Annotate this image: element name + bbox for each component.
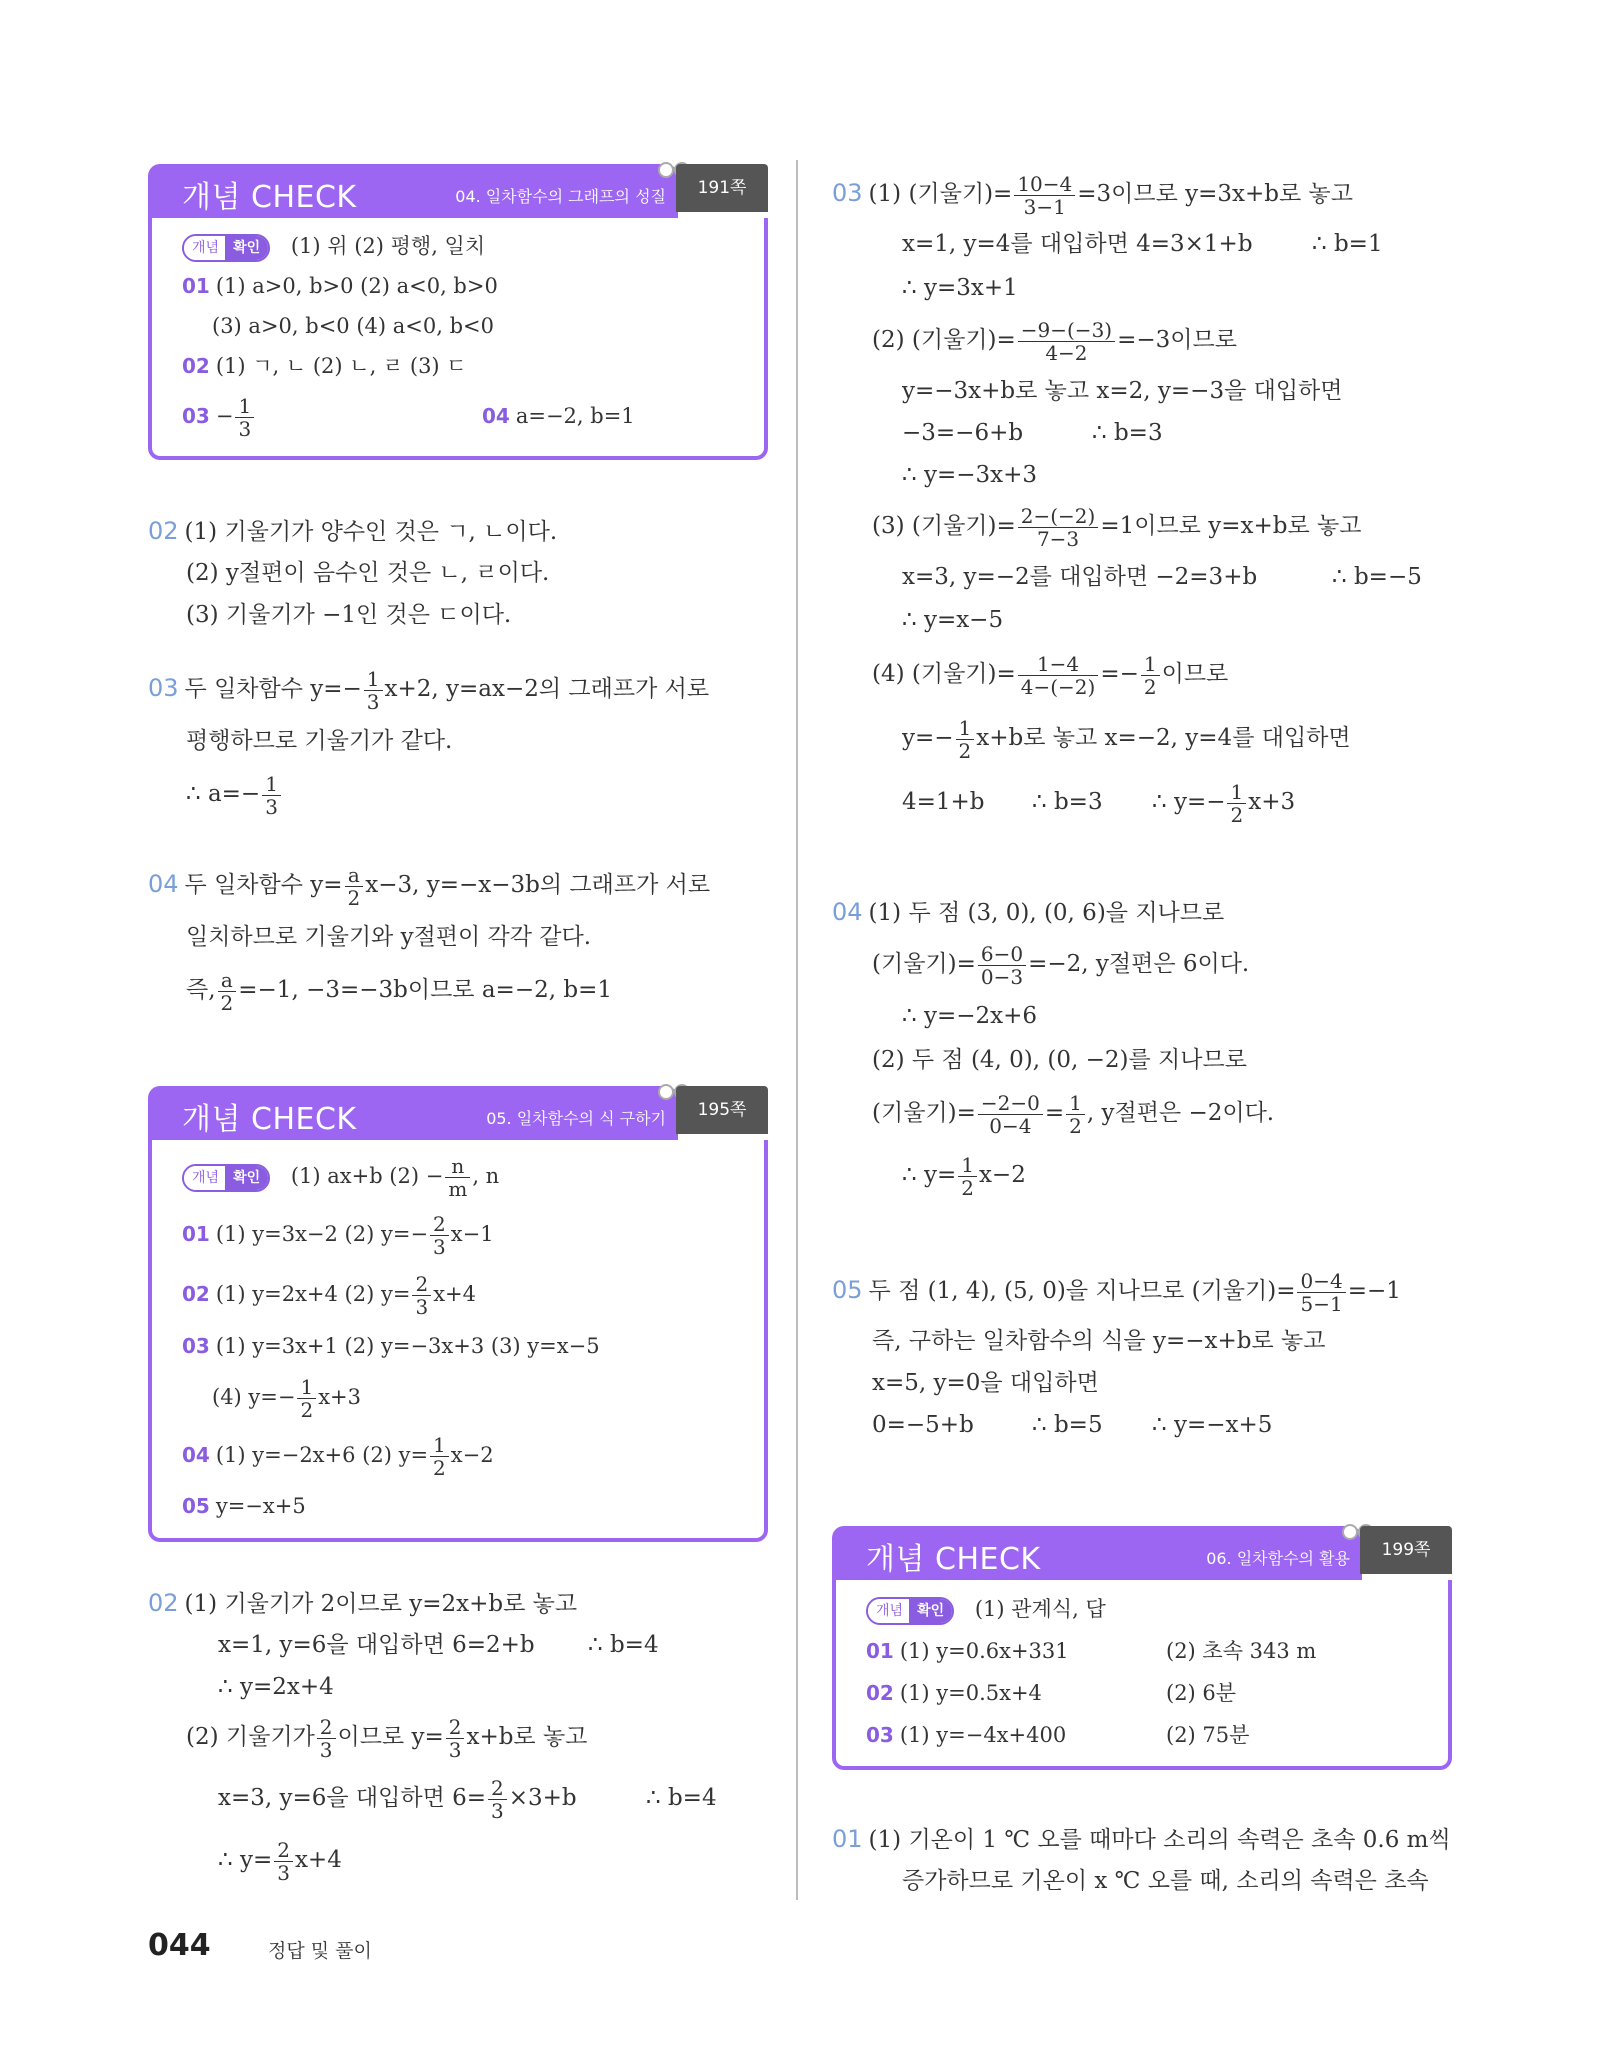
solution-text: 두 일차함수 y=	[184, 872, 343, 898]
problem-number: 04	[148, 870, 179, 898]
fraction: $\frac{2}{3}$	[488, 1777, 507, 1822]
fraction: $\frac{10-4}{3-1}$	[1014, 173, 1075, 218]
solution-text: 이므로 y=	[337, 1724, 444, 1750]
answer-text: y=−x+5	[215, 1494, 306, 1518]
solution-block-2	[148, 660, 768, 822]
solution-text: ×3+b	[508, 1785, 577, 1811]
item-number: 01	[182, 1222, 210, 1246]
solution-text: =	[1044, 1100, 1065, 1126]
fraction: $\frac{1}{3}$	[262, 773, 281, 818]
solution-text: 4=1+b	[902, 789, 985, 815]
fraction: $\frac{2-(-2)}{7-3}$	[1018, 505, 1099, 550]
fraction: $\frac{1}{2}$	[430, 1434, 449, 1479]
fraction: $\frac{2}{3}$	[412, 1273, 431, 1318]
check-body	[832, 1580, 1452, 1770]
solution-text: , y절편은 −2이다.	[1086, 1100, 1275, 1126]
answer-text: (1) y=0.6x+331	[899, 1639, 1069, 1663]
solution-text: x=3, y=−2를 대입하면 −2=3+b	[902, 564, 1258, 590]
solution-text: 두 점 (1, 4), (5, 0)을 지나므로 (기울기)=	[868, 1278, 1296, 1304]
fraction: $\frac{-2-0}{0-4}$	[978, 1092, 1043, 1137]
solution-text: (2) 기울기가	[186, 1724, 315, 1750]
item-number: 01	[866, 1639, 894, 1663]
answer-text: (1) a>0, b>0 (2) a<0, b>0	[215, 274, 498, 298]
solution-text: 이므로	[1161, 661, 1229, 687]
page-reference: 199쪽	[1360, 1526, 1452, 1574]
confirm-answer: (1) 관계식, 답	[974, 1597, 1106, 1621]
solution-text: =−1	[1347, 1278, 1401, 1304]
answer-text: (3) a>0, b<0 (4) a<0, b<0	[212, 314, 494, 338]
fraction: $\frac{1}{2}$	[1227, 781, 1246, 826]
problem-number: 02	[148, 517, 179, 545]
solution-text: =−1, −3=−3b이므로 a=−2, b=1	[238, 977, 612, 1003]
solution-text: ∴ y=	[902, 1162, 957, 1188]
fraction: $\frac{6-0}{0-3}$	[978, 943, 1026, 988]
confirm-answer: (1) 위 (2) 평행, 일치	[290, 234, 486, 258]
answer-text: x+3	[318, 1385, 362, 1409]
page-reference: 191쪽	[676, 164, 768, 212]
solution-text: ∴ b=3	[1032, 789, 1103, 815]
problem-number: 04	[832, 898, 863, 926]
check-body	[148, 1140, 768, 1542]
solution-text: (1) 두 점 (3, 0), (0, 6)을 지나므로	[868, 900, 1225, 926]
solution-block-3	[148, 856, 768, 1018]
solution-text: ∴ b=5	[1032, 1412, 1103, 1438]
item-number: 03	[182, 404, 210, 428]
solution-text: ∴ y=−2x+6	[902, 1003, 1037, 1029]
check-subtitle: 04. 일차함수의 그래프의 성질	[455, 187, 666, 206]
solution-text: ∴ y=−x+5	[1152, 1412, 1273, 1438]
problem-number: 02	[148, 1589, 179, 1617]
item-number: 05	[182, 1494, 210, 1518]
fraction: $\frac{1}{3}$	[235, 395, 254, 440]
answer-text: (1) ㄱ, ㄴ (2) ㄴ, ㄹ (3) ㄷ	[215, 354, 467, 378]
answer-text: (2) 6분	[1166, 1681, 1237, 1705]
solution-text: ∴ y=	[218, 1847, 273, 1873]
solution-text: x+4	[294, 1847, 342, 1873]
check-title: 개념 CHECK	[182, 180, 357, 215]
fraction: $\frac{2}{3}$	[317, 1716, 336, 1761]
solution-block-5	[832, 164, 1452, 834]
answer-text: (1) y=3x+1 (2) y=−3x+3 (3) y=x−5	[215, 1334, 600, 1358]
solution-text: 즉,	[186, 977, 216, 1003]
solution-text: (기울기)=	[872, 1100, 976, 1126]
problem-number: 05	[832, 1276, 863, 1304]
concept-check-box-1	[148, 164, 768, 460]
solution-text: 즉, 구하는 일차함수의 식을 y=−x+b로 놓고	[872, 1328, 1326, 1354]
solution-block-1	[148, 510, 768, 636]
solution-block-8	[832, 1818, 1452, 1902]
solution-block-4	[148, 1582, 768, 1890]
item-number: 02	[182, 354, 210, 378]
fraction: $\frac{1}{2}$	[297, 1376, 316, 1421]
solution-text: 0=−5+b	[872, 1412, 974, 1438]
fraction: $\frac{1}{2}$	[1066, 1092, 1085, 1137]
item-number: 03	[182, 1334, 210, 1358]
fraction: $\frac{a}{2}$	[218, 969, 237, 1014]
solution-text: ∴ b=4	[646, 1785, 717, 1811]
check-header	[148, 164, 678, 218]
answer-text: (1) y=3x−2 (2) y=−	[215, 1222, 429, 1246]
column-divider	[796, 160, 798, 1900]
concept-confirm-badge: 개념 확인	[182, 234, 270, 262]
solution-text: (2) (기울기)=	[872, 327, 1016, 353]
fraction: $\frac{2}{3}$	[446, 1716, 465, 1761]
fraction: $\frac{1}{2}$	[958, 1154, 977, 1199]
answer-text: x−1	[450, 1222, 494, 1246]
fraction: $\frac{1}{3}$	[364, 668, 383, 713]
solution-text: 증가하므로 기온이 x ℃ 오를 때, 소리의 속력은 초속	[902, 1868, 1429, 1894]
answer-text: (1) y=2x+4 (2) y=	[215, 1282, 411, 1306]
answer-text: x−2	[450, 1443, 494, 1467]
solution-text: ∴ b=−5	[1332, 564, 1422, 590]
solution-block-6	[832, 890, 1452, 1206]
answer-text: (1) y=−2x+6 (2) y=	[215, 1443, 429, 1467]
page-reference: 195쪽	[676, 1086, 768, 1134]
solution-text: x−2	[978, 1162, 1026, 1188]
fraction: $\frac{1}{2}$	[956, 717, 975, 762]
answer-text: (2) 75분	[1166, 1723, 1250, 1747]
solution-text: (1) 기울기가 2이므로 y=2x+b로 놓고	[184, 1591, 578, 1617]
check-header	[148, 1086, 678, 1140]
item-number: 02	[182, 1282, 210, 1306]
solution-text: ∴ y=−	[1152, 789, 1226, 815]
solution-text: (기울기)=	[872, 951, 976, 977]
concept-confirm-badge: 개념 확인	[182, 1164, 270, 1192]
answer-text: a=−2, b=1	[515, 404, 635, 428]
fraction: $\frac{1}{2}$	[1141, 653, 1160, 698]
confirm-answer: (1) ax+b (2) −	[290, 1164, 444, 1188]
solution-block-7	[832, 1260, 1452, 1446]
answer-text: (1) y=0.5x+4	[899, 1681, 1042, 1705]
solution-text: x+2, y=ax−2의 그래프가 서로	[384, 676, 710, 702]
solution-text: (1) 기온이 1 ℃ 오를 때마다 소리의 속력은 초속 0.6 m씩	[868, 1827, 1451, 1853]
solution-text: 일치하므로 기울기와 y절편이 각각 같다.	[186, 924, 592, 950]
fraction: $\frac{n}{m}$	[445, 1155, 470, 1200]
page-number: 044	[148, 1928, 211, 1963]
solution-text: x+3	[1248, 789, 1296, 815]
solution-text: =−2, y절편은 6이다.	[1028, 951, 1250, 977]
check-subtitle: 06. 일차함수의 활용	[1206, 1549, 1350, 1568]
solution-text: y=−	[902, 725, 954, 751]
solution-text: =−	[1100, 661, 1139, 687]
solution-text: y=−3x+b로 놓고 x=2, y=−3을 대입하면	[902, 378, 1343, 404]
item-number: 04	[482, 404, 510, 428]
solution-text: =1이므로 y=x+b로 놓고	[1100, 513, 1362, 539]
solution-text: x=3, y=6을 대입하면 6=	[218, 1785, 487, 1811]
solution-text: (3) (기울기)=	[872, 513, 1016, 539]
solution-text: −3=−6+b	[902, 420, 1024, 446]
solution-text: x=1, y=6을 대입하면 6=2+b	[218, 1632, 535, 1658]
solution-text: ∴ y=2x+4	[218, 1674, 334, 1700]
answer-text: (1) y=−4x+400	[899, 1723, 1067, 1747]
solution-text: ∴ y=3x+1	[902, 275, 1018, 301]
solution-text: 두 일차함수 y=−	[184, 676, 362, 702]
fraction: $\frac{2}{3}$	[274, 1839, 293, 1884]
solution-text: =−3이므로	[1117, 327, 1237, 353]
problem-number: 03	[148, 674, 179, 702]
solution-text: x=1, y=4를 대입하면 4=3×1+b	[902, 231, 1253, 257]
solution-text: ∴ b=4	[588, 1632, 659, 1658]
problem-number: 03	[832, 179, 863, 207]
check-title: 개념 CHECK	[182, 1102, 357, 1137]
item-number: 03	[866, 1723, 894, 1747]
fraction: $\frac{a}{2}$	[345, 864, 364, 909]
solution-text: x=5, y=0을 대입하면	[872, 1370, 1099, 1396]
problem-number: 01	[832, 1825, 863, 1853]
solution-text: ∴ a=−	[186, 781, 261, 807]
answer-text: (2) 초속 343 m	[1166, 1639, 1317, 1663]
solution-text: (2) y절편이 음수인 것은 ㄴ, ㄹ이다.	[186, 560, 550, 586]
solution-text: (1) (기울기)=	[868, 181, 1013, 207]
concept-check-box-3	[832, 1526, 1452, 1770]
concept-check-box-2	[148, 1086, 768, 1542]
item-number: 04	[182, 1443, 210, 1467]
solution-text: (4) (기울기)=	[872, 661, 1016, 687]
confirm-answer: , n	[472, 1164, 500, 1188]
check-subtitle: 05. 일차함수의 식 구하기	[486, 1109, 666, 1128]
solution-text: ∴ b=3	[1092, 420, 1163, 446]
fraction: $\frac{-9-(-3)}{4-2}$	[1018, 319, 1115, 364]
solution-text: (3) 기울기가 −1인 것은 ㄷ이다.	[186, 602, 512, 628]
solution-text: ∴ y=x−5	[902, 607, 1004, 633]
item-number: 02	[866, 1681, 894, 1705]
solution-text: x−3, y=−x−3b의 그래프가 서로	[365, 872, 711, 898]
check-body	[148, 218, 768, 460]
concept-confirm-badge: 개념 확인	[866, 1597, 954, 1625]
solution-text: (2) 두 점 (4, 0), (0, −2)를 지나므로	[872, 1047, 1247, 1073]
solution-text: x+b로 놓고 x=−2, y=4를 대입하면	[976, 725, 1351, 751]
fraction: $\frac{2}{3}$	[430, 1213, 449, 1258]
check-title: 개념 CHECK	[866, 1542, 1041, 1577]
item-number: 01	[182, 274, 210, 298]
footer-label: 정답 및 풀이	[268, 1940, 372, 1962]
fraction: $\frac{0-4}{5-1}$	[1297, 1270, 1345, 1315]
fraction: $\frac{1-4}{4-(-2)}$	[1018, 653, 1099, 698]
solution-text: =3이므로 y=3x+b로 놓고	[1077, 181, 1353, 207]
answer-text: (4) y=−	[212, 1385, 296, 1409]
solution-text: ∴ b=1	[1312, 231, 1383, 257]
answer-text: −	[215, 404, 234, 428]
solution-text: (1) 기울기가 양수인 것은 ㄱ, ㄴ이다.	[184, 519, 558, 545]
solution-text: x+b로 놓고	[466, 1724, 588, 1750]
check-header	[832, 1526, 1362, 1580]
solution-text: 평행하므로 기울기가 같다.	[186, 728, 453, 754]
solution-text: ∴ y=−3x+3	[902, 462, 1037, 488]
answer-text: x+4	[433, 1282, 476, 1306]
